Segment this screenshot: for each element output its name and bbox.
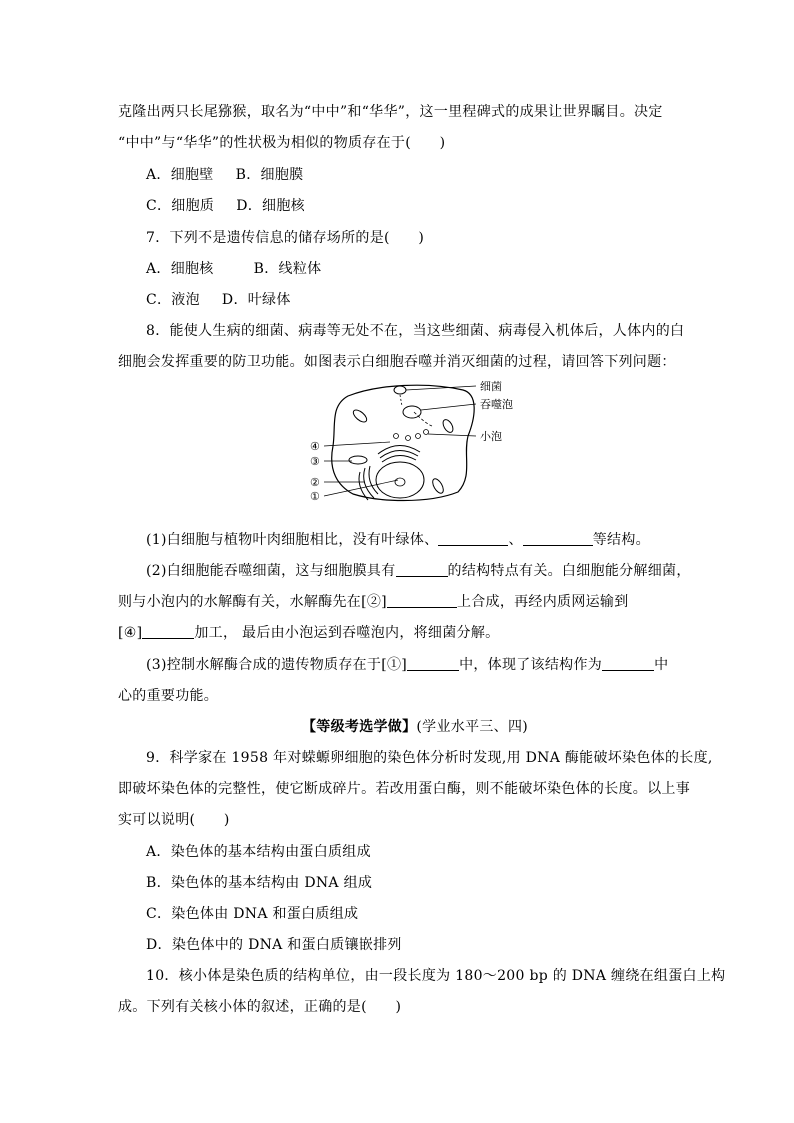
q9-stem-line3: 实可以说明( ) xyxy=(118,812,230,828)
q7-option-b: B．线粒体 xyxy=(253,261,322,277)
q8-sub3-line1 xyxy=(146,656,668,674)
q6-option-d: D．细胞核 xyxy=(236,198,305,214)
label-num-1: ① xyxy=(310,490,320,503)
q6-stem-line2: “中中”与“华华”的性状极为相似的物质存在于( ) xyxy=(118,135,446,151)
q6-options-row2 xyxy=(146,197,305,215)
answer-blank[interactable] xyxy=(396,562,448,577)
label-bacteria: 细菌 xyxy=(480,380,502,393)
q7-option-c: C．液泡 xyxy=(146,292,200,308)
q7-option-d: D．叶绿体 xyxy=(221,292,291,308)
q9-stem-line1: 9．科学家在 1958 年对蝾螈卵细胞的染色体分析时发现,用 DNA 酶能破坏染色体的长度, xyxy=(146,750,713,766)
mitochondrion xyxy=(349,456,367,464)
bacterium xyxy=(394,386,406,394)
nucleus xyxy=(376,462,424,498)
answer-blank[interactable] xyxy=(438,531,508,546)
label-num-3: ③ xyxy=(310,455,320,468)
answer-blank[interactable] xyxy=(387,593,457,608)
q7-option-a: A．细胞核 xyxy=(146,261,214,277)
label-vesicle: 小泡 xyxy=(480,430,502,443)
q8-sub2-line1 xyxy=(146,562,691,580)
q8-sub2-text-c: 则与小泡内的水解酶有关，水解酶先在[②] xyxy=(118,594,387,610)
nucleolus xyxy=(395,478,405,486)
q6-option-b: B．细胞膜 xyxy=(235,167,304,183)
q8-sub3-line2: 心的重要功能。 xyxy=(118,688,219,704)
label-num-2: ② xyxy=(310,476,320,489)
q9-option-d: D．染色体中的 DNA 和蛋白质镶嵌排列 xyxy=(146,937,402,953)
q6-option-a: A．细胞壁 xyxy=(146,167,214,183)
white-blood-cell-diagram xyxy=(308,376,528,506)
golgi-apparatus xyxy=(378,445,420,454)
q10-stem-line2: 成。下列有关核小体的叙述，正确的是( ) xyxy=(118,999,402,1015)
section-title: 【等级考选学做】 xyxy=(302,719,417,735)
q6-options-row1 xyxy=(146,166,303,184)
q7-options-row1 xyxy=(146,260,321,278)
q9-stem-line2: 即破坏染色体的完整性，使它断成碎片。若改用蛋白酶，则不能破坏染色体的长度。以上事 xyxy=(118,781,690,797)
q8-sub2-text-e: [④] xyxy=(118,625,143,641)
q9-option-b: B．染色体的基本结构由 DNA 组成 xyxy=(146,875,373,891)
endoplasmic-reticulum xyxy=(369,466,378,494)
label-num-4: ④ xyxy=(310,440,320,453)
q7-stem: 7．下列不是遗传信息的储存场所的是( ) xyxy=(146,230,425,246)
q8-sub1-text-b: 、 xyxy=(508,532,523,548)
q10-stem-line1: 10．核小体是染色质的结构单位，由一段长度为 180～200 bp 的 DNA 缠绕在组蛋白上构 xyxy=(146,968,726,984)
section-header xyxy=(302,718,528,736)
answer-blank[interactable] xyxy=(142,624,194,639)
answer-blank[interactable] xyxy=(523,531,593,546)
q8-sub3-text-a: (3)控制水解酶合成的遗传物质存在于[①] xyxy=(146,657,408,673)
answer-blank[interactable] xyxy=(602,656,654,671)
label-phagosome: 吞噬泡 xyxy=(480,398,513,411)
vesicle xyxy=(424,430,429,435)
q8-stem-line1: 8．能使人生病的细菌、病毒等无处不在，当这些细菌、病毒侵入机体后，人体内的白 xyxy=(146,323,685,339)
q8-sub3-text-c: 中 xyxy=(654,657,669,673)
q8-sub2-text-b: 的结构特点有关。白细胞能分解细菌， xyxy=(447,563,691,579)
q8-stem-line2: 细胞会发挥重要的防卫功能。如图表示白细胞吞噬并消灭细菌的过程，请回答下列问题： xyxy=(118,354,676,370)
q6-option-c: C．细胞质 xyxy=(146,198,215,214)
q8-sub2-text-f: 加工， 最后由小泡运到吞噬泡内，将细菌分解。 xyxy=(194,625,500,641)
section-level: (学业水平三、四) xyxy=(416,719,529,735)
q8-sub1-text-a: (1)白细胞与植物叶肉细胞相比，没有叶绿体、 xyxy=(146,532,439,548)
q8-sub2-text-a: (2)白细胞能吞噬细菌，这与细胞膜具有 xyxy=(146,563,396,579)
q8-sub1-text-c: 等结构。 xyxy=(592,532,650,548)
q7-options-row2 xyxy=(146,291,291,309)
q8-sub3-text-b: 中，体现了该结构作为 xyxy=(459,657,603,673)
q8-sub2-line2 xyxy=(118,593,629,611)
q9-option-c: C．染色体由 DNA 和蛋白质组成 xyxy=(146,906,359,922)
q8-sub2-line3 xyxy=(118,624,499,642)
q8-sub1 xyxy=(146,531,650,549)
cell-membrane xyxy=(332,385,474,500)
q8-sub2-text-d: 上合成，再经内质网运输到 xyxy=(456,594,629,610)
q6-stem-line1: 克隆出两只长尾猕猴，取名为“中中”和“华华”，这一里程碑式的成果让世界瞩目。决定 xyxy=(118,104,663,120)
answer-blank[interactable] xyxy=(407,656,459,671)
q9-option-a: A．染色体的基本结构由蛋白质组成 xyxy=(146,844,371,860)
